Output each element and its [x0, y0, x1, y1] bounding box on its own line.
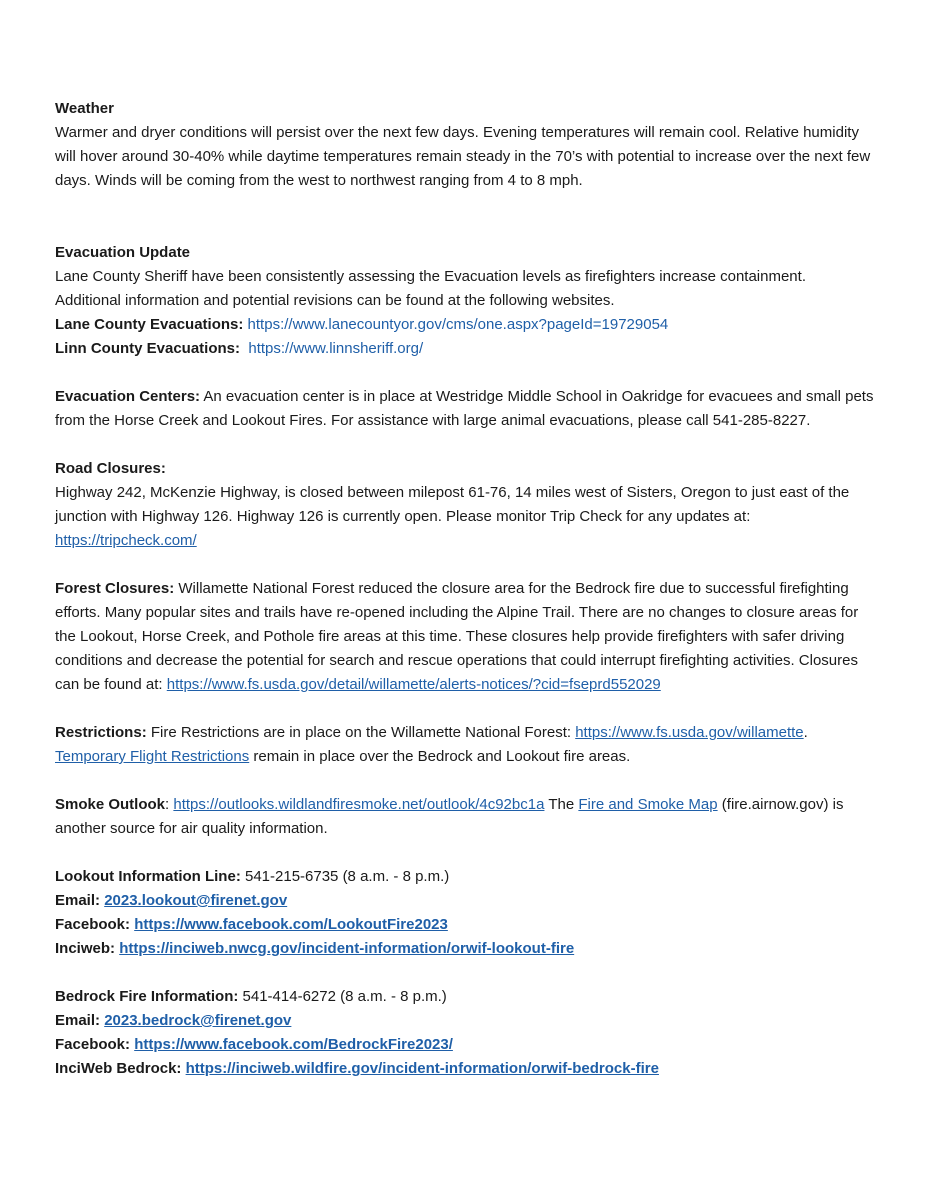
- road-closures-body: Highway 242, McKenzie Highway, is closed between milepost 61-76, 14 miles west of Sisters, Oregon to just east of the junction with Highway 126. Highway 126 is currently open. Please monitor Trip Check for any updates at:: [55, 484, 850, 525]
- road-closures-heading: Road Closures:: [55, 460, 166, 477]
- lookout-facebook-line: [55, 913, 875, 937]
- lookout-line-value: 541-215-6735 (8 a.m. - 8 p.m.): [244, 868, 450, 885]
- road-closures-paragraph: [55, 481, 875, 553]
- bedrock-inciweb-label: InciWeb Bedrock:: [55, 1060, 182, 1077]
- smoke-outlook-paragraph: Smoke Outlook: https://outlooks.wildlandfiresmoke.net/outlook/4c92bc1a The Fire and Smoke Map (fire.airnow.gov) is another source for air quality information.: [55, 796, 844, 837]
- restrictions-body: Fire Restrictions are in place on the Willamette National Forest:: [150, 724, 572, 741]
- evacuation-centers-label: Evacuation Centers:: [55, 388, 201, 405]
- bedrock-facebook-label: Facebook:: [55, 1036, 131, 1053]
- restrictions-label: Restrictions:: [55, 724, 147, 741]
- willamette-link[interactable]: https://www.fs.usda.gov/willamette: [575, 724, 804, 741]
- bedrock-facebook-link[interactable]: https://www.facebook.com/BedrockFire2023/: [134, 1036, 453, 1053]
- linn-county-label: Linn County Evacuations:: [55, 340, 241, 357]
- lookout-email-label: Email:: [55, 892, 101, 909]
- lookout-email-link[interactable]: 2023.lookout@firenet.gov: [104, 892, 288, 909]
- bedrock-email-line: [55, 1009, 875, 1033]
- document-body: [55, 97, 875, 1081]
- lookout-info-line: [55, 865, 875, 889]
- bedrock-inciweb-line: [55, 1057, 875, 1081]
- weather-heading: Weather: [55, 100, 114, 117]
- forest-closures-body: Willamette National Forest reduced the closure area for the Bedrock fire due to successful firefighting efforts. Many popular sites and trails have re-opened including the Alpine Trail. There are no changes to closure areas for the Lookout, Horse Creek, and Pothole fire areas at this time. These closures help provide firefighters with safer driving conditions and decrease the potential for search and rescue operations that could interrupt firefighting activities. Closures can be found at:: [55, 580, 859, 693]
- fire-smoke-map-link[interactable]: Fire and Smoke Map: [578, 796, 718, 813]
- lookout-facebook-link[interactable]: https://www.facebook.com/LookoutFire2023: [134, 916, 448, 933]
- evacuation-centers-body: An evacuation center is in place at Westridge Middle School in Oakridge for evacuees and small pets from the Horse Creek and Lookout Fires. For assistance with large animal evacuations, please call 541-285-8227.: [55, 388, 874, 429]
- tfr-link[interactable]: Temporary Flight Restrictions: [55, 748, 250, 765]
- lookout-facebook-label: Facebook:: [55, 916, 131, 933]
- restrictions-paragraph: Restrictions: Fire Restrictions are in place on the Willamette National Forest: https://www.fs.usda.gov/willamette. Temporary Flight Restrictions remain in place over the Bedrock and Lookout fire areas.: [55, 724, 808, 765]
- tfr-text: remain in place over the Bedrock and Lookout fire areas.: [253, 748, 631, 765]
- tripcheck-link[interactable]: https://tripcheck.com/: [55, 532, 197, 549]
- linn-county-link[interactable]: https://www.linnsheriff.org/: [248, 340, 424, 357]
- bedrock-inciweb-link[interactable]: https://inciweb.wildfire.gov/incident-information/orwif-bedrock-fire: [185, 1060, 659, 1077]
- forest-closures-link[interactable]: https://www.fs.usda.gov/detail/willamette/alerts-notices/?cid=fseprd552029: [166, 676, 661, 693]
- linn-county-line: [55, 337, 875, 361]
- lookout-inciweb-line: [55, 937, 875, 961]
- lane-county-link[interactable]: https://www.lanecountyor.gov/cms/one.aspx?pageId=19729054: [247, 316, 669, 333]
- evacuation-update-heading: Evacuation Update: [55, 244, 191, 261]
- bedrock-line-label: Bedrock Fire Information:: [55, 988, 239, 1005]
- lookout-email-line: [55, 889, 875, 913]
- lane-county-line: [55, 313, 875, 337]
- bedrock-info-line: [55, 985, 875, 1009]
- lookout-inciweb-link[interactable]: https://inciweb.nwcg.gov/incident-information/orwif-lookout-fire: [119, 940, 575, 957]
- smoke-text-b: (fire.airnow.gov) is another source for air quality information.: [55, 796, 844, 837]
- evacuation-centers-paragraph: [55, 385, 875, 433]
- bedrock-email-link[interactable]: 2023.bedrock@firenet.gov: [104, 1012, 292, 1029]
- smoke-text-a: The: [548, 796, 575, 813]
- smoke-outlook-label: Smoke Outlook: [55, 796, 166, 813]
- weather-body: Warmer and dryer conditions will persist over the next few days. Evening temperatures will remain cool. Relative humidity will hover around 30-40% while daytime temperatures remain steady in the 70’s with potential to increase over the next few days. Winds will be coming from the west to northwest ranging from 4 to 8 mph.: [55, 124, 871, 189]
- bedrock-email-label: Email:: [55, 1012, 101, 1029]
- evacuation-update-body: Lane County Sheriff have been consistently assessing the Evacuation levels as firefighters increase containment. Additional information and potential revisions can be found at the following websites.: [55, 268, 806, 309]
- smoke-outlook-link[interactable]: https://outlooks.wildlandfiresmoke.net/outlook/4c92bc1a: [173, 796, 545, 813]
- lookout-inciweb-label: Inciweb:: [55, 940, 116, 957]
- forest-closures-label: Forest Closures:: [55, 580, 175, 597]
- bedrock-line-value: 541-414-6272 (8 a.m. - 8 p.m.): [242, 988, 447, 1005]
- lane-county-label: Lane County Evacuations:: [55, 316, 244, 333]
- lookout-line-label: Lookout Information Line:: [55, 868, 241, 885]
- bedrock-facebook-line: [55, 1033, 875, 1057]
- forest-closures-paragraph: [55, 577, 875, 697]
